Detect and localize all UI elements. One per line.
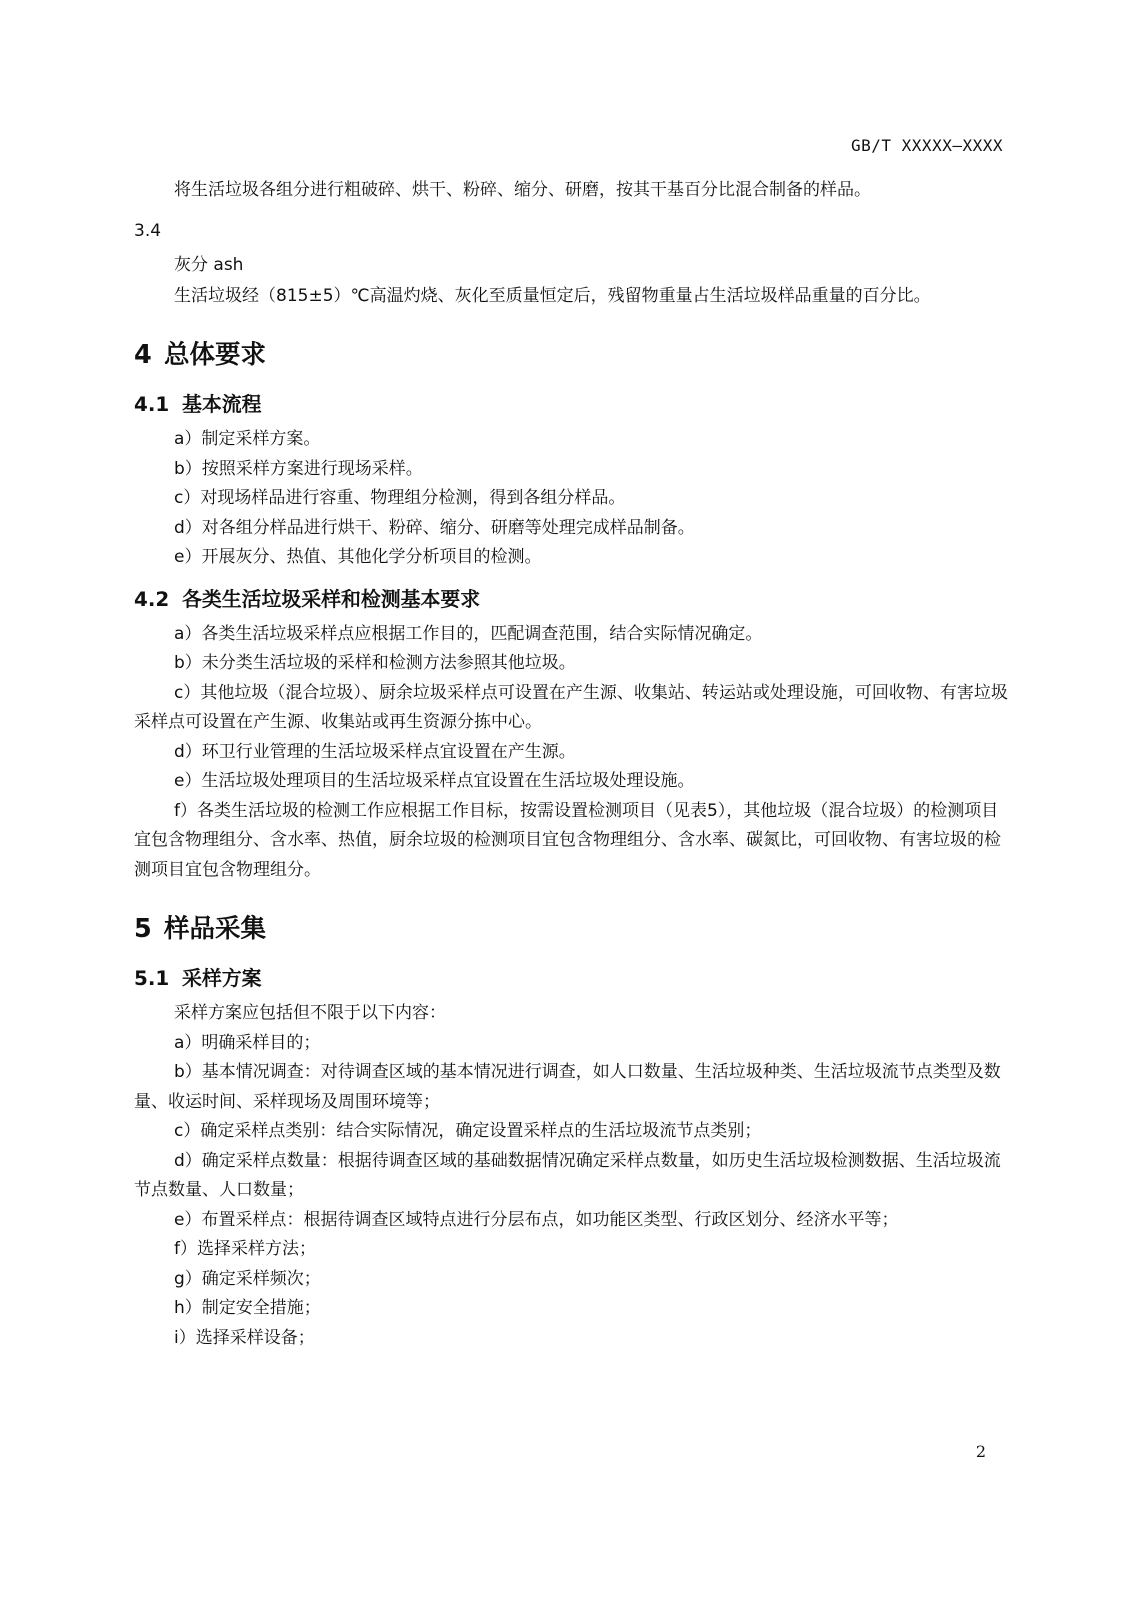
list-item: h）制定安全措施； bbox=[174, 1298, 321, 1318]
document-code-header: GB/T XXXXX—XXXX bbox=[851, 136, 1003, 155]
document-body bbox=[134, 176, 1014, 1353]
list-item: c）确定采样点类别：结合实际情况，确定设置采样点的生活垃圾流节点类别； bbox=[174, 1121, 762, 1141]
list-item: e）布置采样点：根据待调查区域特点进行分层布点，如功能区类型、行政区划分、经济水平等； bbox=[174, 1209, 899, 1230]
section-5-1-list bbox=[134, 999, 1014, 1353]
list-item: b）未分类生活垃圾的采样和检测方法参照其他垃圾。 bbox=[174, 653, 576, 673]
term-name: 灰分 ash bbox=[174, 255, 244, 275]
subsection-number: 5.1 bbox=[134, 967, 170, 990]
section-title: 样品采集 bbox=[164, 914, 267, 944]
intro-paragraph: 将生活垃圾各组分进行粗破碎、烘干、粉碎、缩分、研磨，按其干基百分比混合制备的样品。 bbox=[174, 180, 871, 200]
list-item: e）生活垃圾处理项目的生活垃圾采样点宜设置在生活垃圾处理设施。 bbox=[174, 771, 695, 791]
subsection-number: 4.2 bbox=[134, 587, 170, 611]
section-number: 4 bbox=[134, 340, 152, 370]
list-lead: 采样方案应包括但不限于以下内容： bbox=[174, 1003, 446, 1023]
subsection-title: 基本流程 bbox=[182, 393, 262, 416]
section-4-heading bbox=[134, 341, 1014, 370]
term-definition: 生活垃圾经（815±5）℃高温灼烧、灰化至质量恒定后，残留物重量占生活垃圾样品重量的百分比。 bbox=[174, 286, 931, 306]
section-title: 总体要求 bbox=[164, 340, 267, 370]
term-3-4 bbox=[134, 217, 1014, 311]
subsection-number: 4.1 bbox=[134, 393, 170, 416]
list-item: a）制定采样方案。 bbox=[174, 429, 321, 449]
list-item: b）按照采样方案进行现场采样。 bbox=[174, 458, 423, 479]
list-item: a）各类生活垃圾采样点应根据工作目的，匹配调查范围，结合实际情况确定。 bbox=[174, 623, 763, 644]
list-item: d）确定采样点数量：根据待调查区域的基础数据情况确定采样点数量，如历史生活垃圾检测数据、生活垃圾流节点数量、人口数量； bbox=[134, 1150, 1001, 1200]
subsection-title: 各类生活垃圾采样和检测基本要求 bbox=[182, 587, 481, 611]
list-item: d）环卫行业管理的生活垃圾采样点宜设置在产生源。 bbox=[174, 741, 576, 762]
section-4-1-heading bbox=[134, 390, 1014, 419]
section-4-1-list bbox=[134, 425, 1014, 573]
list-item: g）确定采样频次； bbox=[174, 1268, 321, 1289]
list-item: a）明确采样目的； bbox=[174, 1032, 321, 1053]
term-number: 3.4 bbox=[134, 221, 162, 241]
list-item: c）其他垃圾（混合垃圾）、厨余垃圾采样点可设置在产生源、收集站、转运站或处理设施，可回收物、有害垃圾采样点可设置在产生源、收集站或再生资源分拣中心。 bbox=[134, 682, 1008, 732]
list-item: c）对现场样品进行容重、物理组分检测，得到各组分样品。 bbox=[174, 488, 626, 508]
section-4-2-heading bbox=[134, 585, 1014, 614]
list-item: d）对各组分样品进行烘干、粉碎、缩分、研磨等处理完成样品制备。 bbox=[174, 517, 695, 538]
subsection-title: 采样方案 bbox=[182, 967, 262, 990]
list-item: f）选择采样方法； bbox=[174, 1239, 316, 1259]
list-item: f）各类生活垃圾的检测工作应根据工作目标，按需设置检测项目（见表5），其他垃圾（混合垃圾）的检测项目宜包含物理组分、含水率、热值，厨余垃圾的检测项目宜包含物理组分、含水率、碳氮比，可回收物、有害垃圾的检测项目宜包含物理组分。 bbox=[134, 800, 1001, 880]
list-item: e）开展灰分、热值、其他化学分析项目的检测。 bbox=[174, 547, 542, 567]
section-number: 5 bbox=[134, 914, 152, 944]
list-item: i）选择采样设备； bbox=[174, 1327, 315, 1348]
list-item: b）基本情况调查：对待调查区域的基本情况进行调查，如人口数量、生活垃圾种类、生活垃圾流节点类型及数量、收运时间、采样现场及周围环境等； bbox=[134, 1062, 1001, 1112]
section-5-1-heading bbox=[134, 964, 1014, 993]
page-number: 2 bbox=[975, 1442, 986, 1461]
section-4-2-list bbox=[134, 620, 1014, 886]
section-5-heading bbox=[134, 915, 1014, 944]
